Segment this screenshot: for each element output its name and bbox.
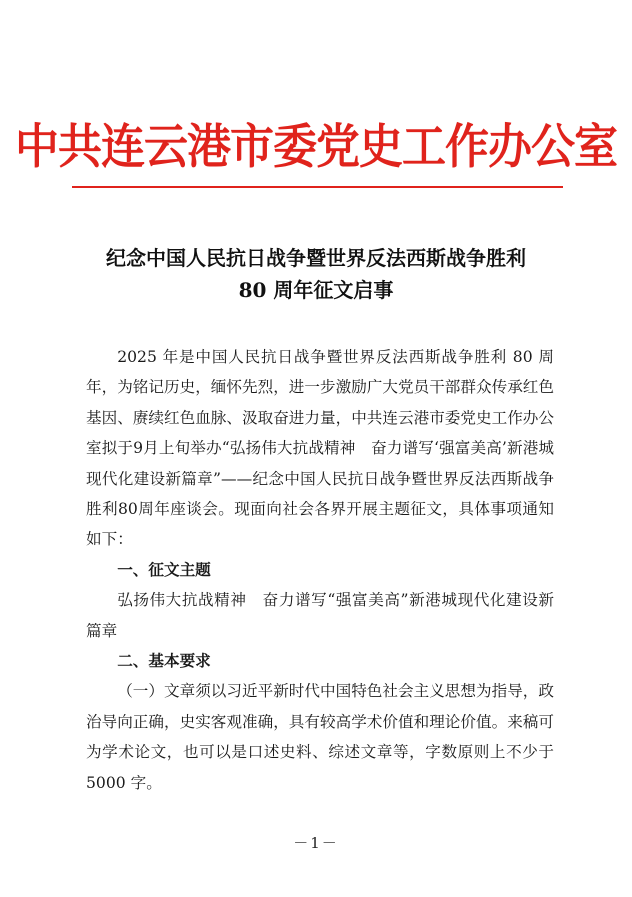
- section-2-heading: 二、基本要求: [117, 652, 211, 671]
- intro-paragraph: 2025 年是中国人民抗日战争暨世界反法西斯战争胜利 80 周年，为铭记历史，缅怀先烈，进一步激励广大党员干部群众传承红色基因、赓续红色血脉、汲取奋进力量，中共连云港市委党史工作办公室拟于9月上旬举办“弘扬伟大抗战精神 奋力谱写‘强富美高’新港城现代化建设新篇章”——纪念中国人民抗日战争暨世界反法西斯战争胜利80周年座谈会。现面向社会各界开展主题征文，具体事项通知如下：: [86, 348, 554, 549]
- section-1-text: 弘扬伟大抗战精神 奋力谱写“强富美高”新港城现代化建设新篇章: [86, 591, 554, 640]
- section-2-item-1: （一）文章须以习近平新时代中国特色社会主义思想为指导，政治导向正确，史实客观准确，具有较高学术价值和理论价值。来稿可为学术论文，也可以是口述史料、综述文章等，字数原则上不少于 5000 字。: [86, 682, 554, 792]
- title-line-1: 纪念中国人民抗日战争暨世界反法西斯战争胜利: [106, 246, 526, 270]
- organization-header: 中共连云港市委党史工作办公室: [15, 119, 617, 175]
- header-red-rule: [72, 186, 563, 188]
- document-title: [40, 242, 592, 306]
- document-body: [86, 342, 554, 798]
- section-1-heading: 一、征文主题: [117, 560, 211, 579]
- page-number: －1－: [293, 834, 339, 852]
- title-line-2: 80 周年征文启事: [238, 278, 394, 302]
